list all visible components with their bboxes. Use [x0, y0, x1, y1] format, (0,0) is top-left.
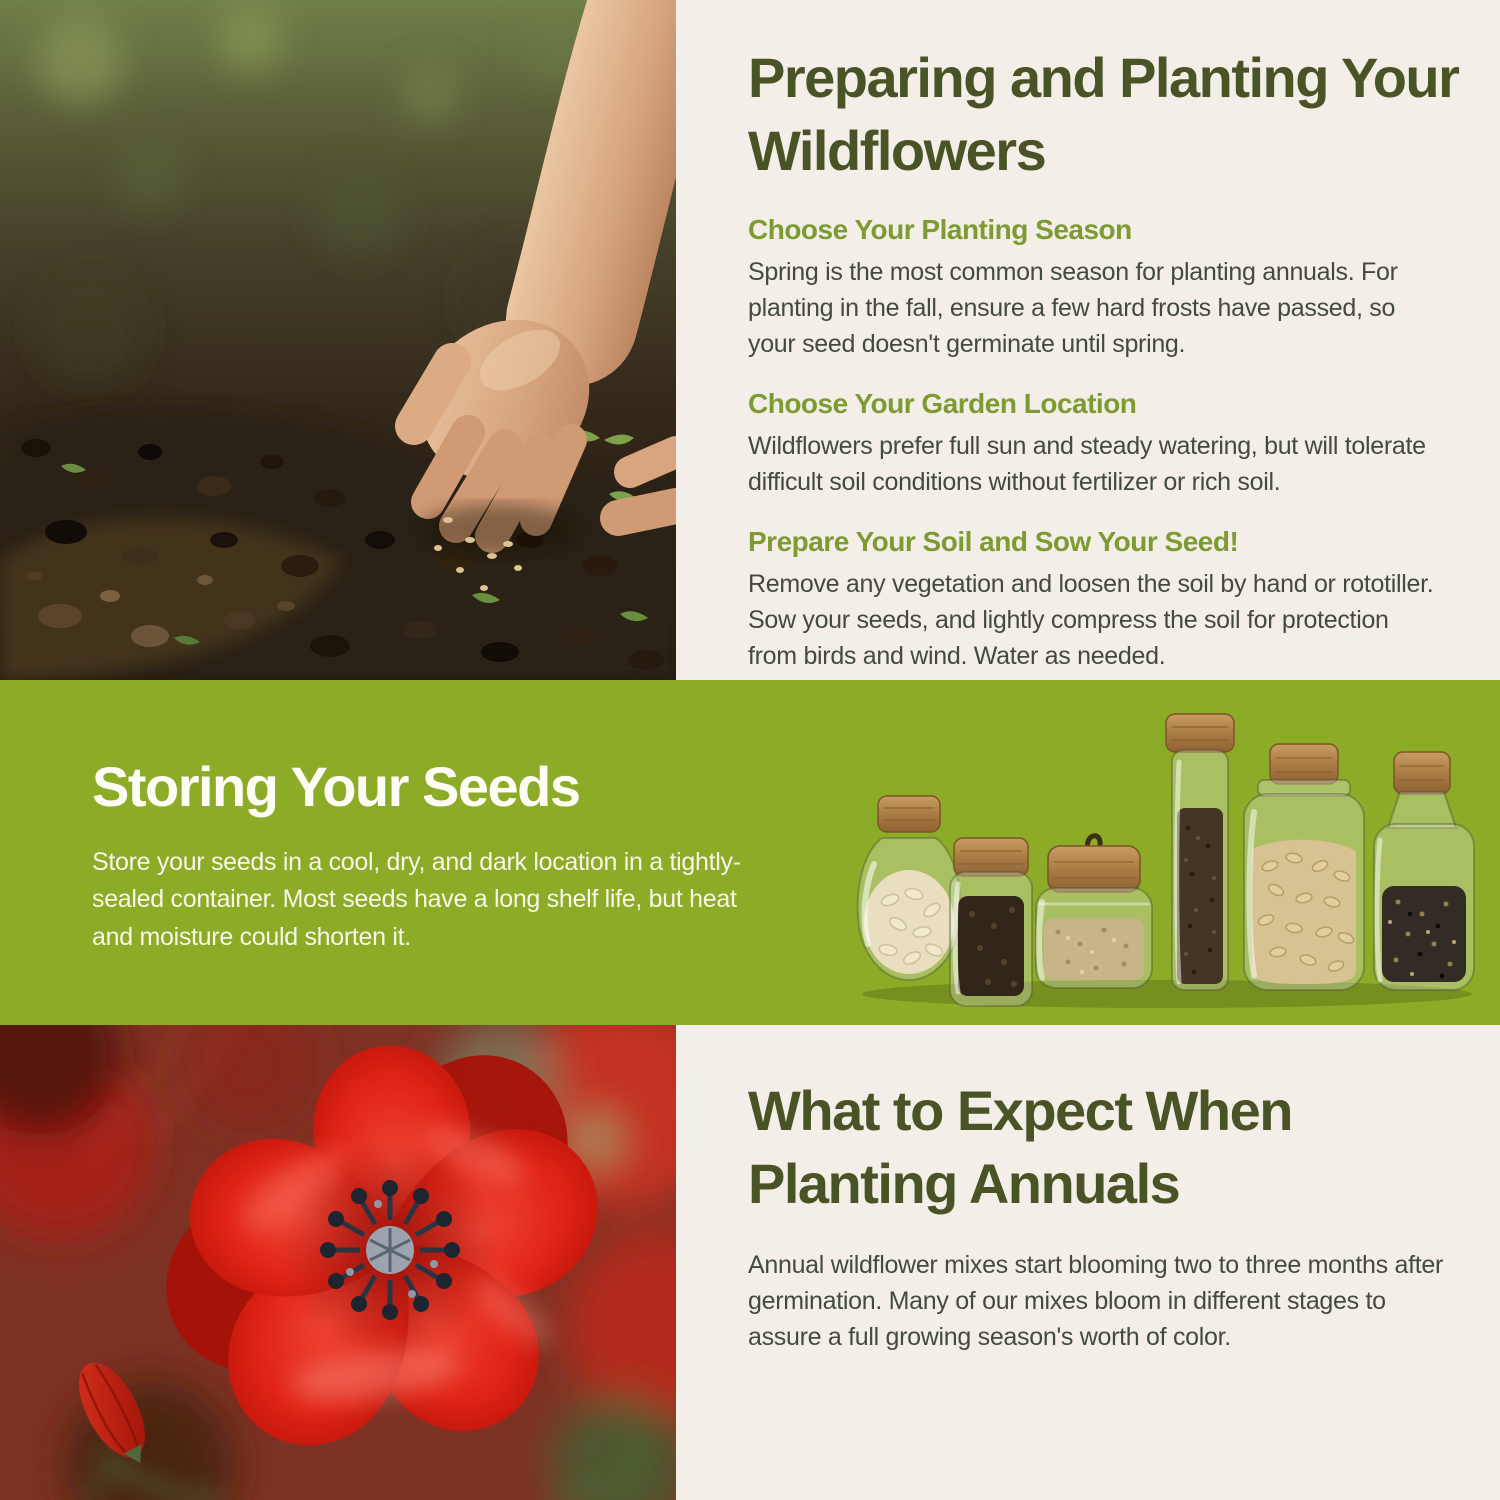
- poppy-photo-art: [0, 1025, 676, 1500]
- storing-body: Store your seeds in a cool, dry, and dark location in a tightly-sealed container. Most seeds have a long shelf life, but heat and moisture could shorten it.: [92, 847, 741, 951]
- prepare-soil-body: Remove any vegetation and loosen the soil by hand or rototiller. Sow your seeds, and lightly compress the soil for protection from birds and wind. Water as needed.: [748, 569, 1434, 670]
- storing-title: Storing Your Seeds: [92, 755, 580, 818]
- expect-title: What to Expect When Planting Annuals: [748, 1079, 1292, 1215]
- prepare-soil-heading: Prepare Your Soil and Sow Your Seed!: [748, 525, 1239, 557]
- garden-location-heading: Choose Your Garden Location: [748, 387, 1137, 419]
- planting-season-item: [748, 214, 1460, 362]
- jar-beans: [858, 796, 961, 980]
- garden-location-item: [748, 388, 1460, 500]
- sowing-photo-art: [0, 0, 676, 680]
- sowing-photo: [0, 0, 676, 680]
- expect-body: Annual wildflower mixes start blooming two to three months after germination. Many of our mixes bloom in different stages to assure a full growing season's worth of color.: [748, 1250, 1444, 1351]
- preparing-section: [676, 0, 1500, 680]
- jar-flat-seeds: [1244, 744, 1364, 990]
- storing-text-block: [92, 756, 772, 956]
- seed-jars-art: [842, 688, 1492, 1013]
- preparing-title: Preparing and Planting Your Wildflowers: [748, 46, 1459, 182]
- jar-sandy-seeds: [1036, 836, 1152, 988]
- jar-mixed-seeds-bottle: [1374, 752, 1474, 990]
- planting-season-heading: Choose Your Planting Season: [748, 213, 1132, 245]
- seed-jars-photo: [842, 688, 1492, 1013]
- planting-season-body: Spring is the most common season for planting annuals. For planting in the fall, ensure a few hard frosts have passed, so your seed doesn't germinate until spring.: [748, 257, 1398, 358]
- jar-dark-seeds: [950, 838, 1032, 1006]
- prepare-soil-item: [748, 526, 1460, 674]
- expect-section: [676, 1025, 1500, 1500]
- garden-location-body: Wildflowers prefer full sun and steady watering, but will tolerate difficult soil conditions without fertilizer or rich soil.: [748, 431, 1426, 496]
- storing-band: [0, 680, 1500, 1025]
- poppy-photo: [0, 1025, 676, 1500]
- jar-tall-cylinder: [1166, 714, 1234, 990]
